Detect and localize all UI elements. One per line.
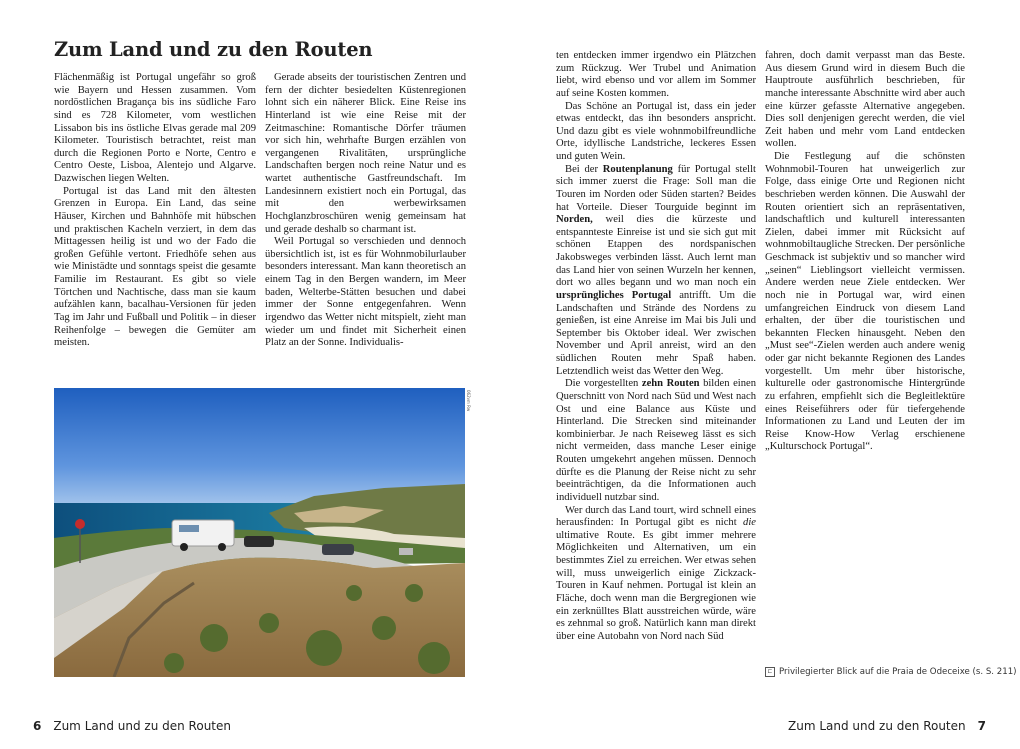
footer-left (33, 719, 231, 733)
photo-caption (765, 667, 1017, 677)
text-column-3 (556, 50, 756, 643)
text-column-1 (54, 72, 256, 350)
running-title: Zum Land und zu den Routen (788, 719, 966, 733)
coast-photo-illustration (54, 388, 465, 677)
paragraph: ten entdecken immer irgendwo ein Plätzchen zum Rückzug. Wer Trubel und Animation liebt, wird ebenso und vor allem im Sommer auf seine Kosten kommen. (556, 50, 756, 99)
page-heading: Zum Land und zu den Routen (54, 38, 373, 61)
page-number: 6 (33, 719, 42, 733)
italic-emphasis: die (743, 517, 756, 529)
paragraph: Portugal ist das Land mit den ältesten Grenzen in Europa. Ein Land, das seine Häuser, Kirchen und Bahnhöfe mit hübschen und praktischen Kacheln verziert, in dem das Mittagessen heilig ist und wo der Fado die großen Gefühle vertont. Friedhöfe sehen aus wie Ministädte und sonntags speist die gesamte Familie im Restaurant. Es gibt so viele Törtchen und Nachtische, dass man sie kaum aufzählen kann, bacalhau-Versionen für jeden Tag im Jahr und Fußball und Politik – in dieser Reihenfolge – bewegen die Gemüter am meisten. (54, 185, 256, 349)
paragraph: Wer durch das Land tourt, wird schnell eines herausfinden: In Portugal gibt es nicht die ultimative Route. Es gibt immer mehrere Möglichkeiten und Alternativen, um ein bestimmtes Ziel zu erreichen. Wer etwas sehen will, muss unweigerlich einige Zickzack-Touren in Kauf nehmen. Portugal ist klein an Fläche, doch wenn man die Bergregionen wie ein zerknülltes Blatt ausstreichen würde, wäre es zehnmal so groß. Natürlich kann man direkt über eine Autobahn von Nord nach Süd (556, 504, 756, 642)
footer-right (788, 719, 986, 733)
paragraph: Bei der Routenplanung für Portugal stellt sich immer zuerst die Frage: Soll man die Touren im Norden oder Süden starten? Beides hat Vorteile. Dieser Tourguide beginnt im Norden, weil dies die kürzeste und entspannteste Einreise ist und sie sich gut mit schönen Etappen des nordspanischen Jakobsweges verbinden lässt. Auch lernt man das Land hier von seinen Wurzeln her kennen, dort wo alles begann und wo man noch ein ursprüngliches Portugal antrifft. Um die Landschaften und Strände des Nordens zu genießen, ist eine Anreise im Mai bis Juli und September bis Oktober ideal. Wer zwischen November und April anreist, wird an den südlichen Routen mehr Spaß haben. Letztendlich weist das Wetter den Weg. (556, 163, 757, 377)
page-number: 7 (977, 719, 986, 733)
paragraph: Gerade abseits der touristischen Zentren und fern der dichter besiedelten Küstenregionen lohnt sich ein näherer Blick. Eine Reise ins Hinterland ist wie eine Reise mit der Zeitmaschine: Romantische Dörfer träumen vor sich hin, wehrhafte Burgen erzählen von vergangenen Rivalitäten, ursprüngliche Landschaften bergen noch reine Natur und es wartet authentische Gastfreundschaft. Im Landesinnern existiert noch ein Portugal, das mit den werbewirksamen Hochglanzbroschüren wenig gemeinsam hat und gerade deshalb so charmant ist. (265, 72, 466, 235)
paragraph: Flächenmäßig ist Portugal ungefähr so groß wie Bayern und Hessen zusammen. Vom nordöstlichen Bragança bis ins südliche Faro sind es 728 Kilometer, vom westlichen Lissabon bis ins östliche Elvas gerade mal 209 Kilometer. Touristisch betrachtet, reist man durch die Regionen Porto e Norte, Centro e Centro Oeste, Lisboa, Alentejo und Algarve. Dazwischen liegen Welten. (54, 72, 256, 184)
photo-reference-icon: ⊏ (765, 667, 775, 677)
paragraph: Die Festlegung auf die schönsten Wohnmobil-Touren hat unweigerlich zur Folge, dass einige Orte und Regionen nicht beschrieben werden können. Die Auswahl der Routen orientiert sich an repräsentativen, landschaftlich und kulturell interessanten Zielen, dabei immer mit Rücksicht auf wohnmobiltaugliche Strecken. Der persönliche Geschmack ist subjektiv und so mancher wird „seinen“ Lieblingsort vielleicht vermissen. Andere werden neue Ziele entdecken. Wer noch nie in Portugal war, wird einen umfangreichen Eindruck von diesem Land erhalten, der über die touristischen und bekannten Flecken hinausgeht. Neben den „Must see“-Zielen werden auch andere wenig oder gar nicht bekannte Regionen des Landes vorgestellt. Um mehr über historische, kulturelle oder gastronomische Hintergründe zu erfahren, empfiehlt sich die Begleitlektüre eines Reiseführers oder für tiefergehende Informationen zu Land und Leuten der im Reise Know-How Verlag erschienene „Kulturschock Portugal“. (765, 151, 965, 453)
emphasis: Routenplanung (602, 163, 673, 175)
paragraph: Die vorgestellten zehn Routen bilden einen Querschnitt von Nord nach Süd und West nach Ost und eine Balance aus Küste und Hinterland. Die Strecken sind miteinander kombinierbar. Je nach Reiseweg lässt es sich nicht vermeiden, dass manche Leser einige Routen umgekehrt angehen müssen. Dennoch dürfte es die Planung der Reise nicht zu sehr beeinträchtigen, da die Informationen auch individuell nutzbar sind. (556, 378, 757, 503)
emphasis: ursprüngliches Portugal (556, 289, 672, 301)
emphasis: zehn Routen (641, 378, 700, 390)
running-title: Zum Land und zu den Routen (53, 719, 231, 733)
photo-credit: 062vm Rw (466, 390, 471, 412)
text-column-4 (765, 50, 965, 454)
paragraph: Das Schöne an Portugal ist, dass ein jeder etwas entdeckt, das ihn besonders anspricht. Und dazu gibt es viele wohnmobilfreundliche Orte, idyllische Landstriche, leckeres Essen und guten Wein. (556, 100, 756, 162)
caption-text: Privilegierter Blick auf die Praia de Odeceixe (s. S. 211) (779, 667, 1017, 677)
paragraph: fahren, doch damit verpasst man das Beste. Aus diesem Grund wird in diesem Buch die Hauptroute ausführlich beschrieben, für manche interessante Abschnitte wird aber auch eine kürzer gefasste Alternative angegeben. Dies soll denjenigen gerecht werden, die viel Zeit haben und mehr vom Land entdecken wollen. (765, 50, 965, 150)
text-column-2 (265, 72, 466, 350)
paragraph: Weil Portugal so verschieden und dennoch übersichtlich ist, ist es für Wohnmobilurlauber besonders interessant. Man kann theoretisch an einem Tag in den Bergen wandern, im Meer baden, Welterbe-Stätten besuchen und dabei immer der Sonne entgegenfahren. Wenn irgendwo das Wetter nicht mitspielt, zieht man wieder um und findet mit Sicherheit einen Platz an der Sonne. Individualis- (265, 236, 466, 349)
coast-photo (54, 388, 465, 677)
emphasis: Norden, (556, 214, 593, 226)
